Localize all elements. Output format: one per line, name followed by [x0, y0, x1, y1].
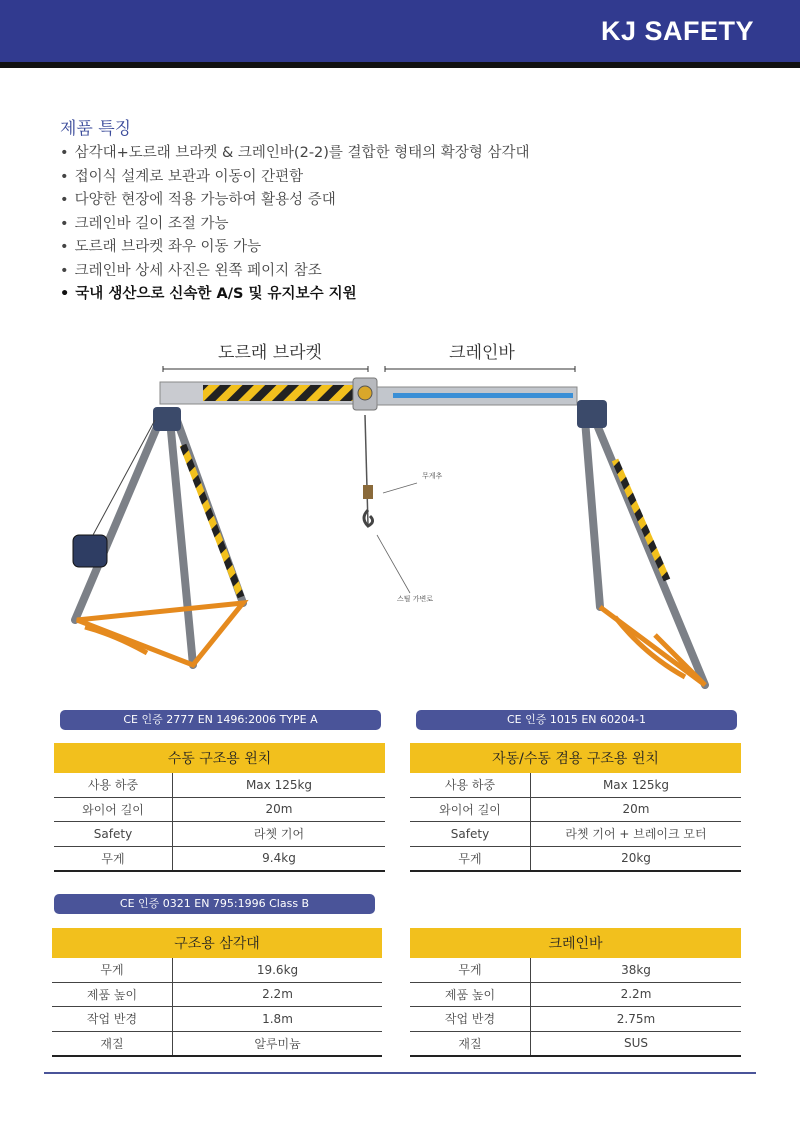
feature-item: • 삼각대+도르래 브라켓 & 크레인바(2-2)를 결합한 형태의 확장형 삼각대	[60, 145, 530, 161]
table-row: 와이어 길이 20m	[54, 797, 385, 822]
left-leg-hazard	[183, 445, 241, 597]
table-title: 구조용 삼각대	[52, 928, 382, 958]
table-row: 재질 알루미늄	[52, 1031, 382, 1056]
table-row: 재질 SUS	[410, 1031, 741, 1056]
winch-cable	[93, 420, 155, 535]
callout-cable: 스틸 가변로	[397, 595, 434, 603]
label-bracket: 도르래 브라켓	[218, 343, 322, 363]
table-row: 무게 19.6kg	[52, 958, 382, 982]
cert-badge-tripod: CE 인증 0321 EN 795:1996 Class B	[54, 894, 375, 914]
table-row: 무게 20kg	[410, 846, 741, 871]
weight-block	[363, 485, 373, 499]
feature-item: • 크레인바 길이 조절 가능	[60, 215, 229, 232]
table-row: Safety 라쳇 기어	[54, 822, 385, 847]
spec-table-tripod	[52, 928, 382, 1057]
label-cranebar: 크레인바	[449, 343, 515, 363]
features-title: 제품 특징	[60, 119, 132, 139]
table-row: 작업 반경 1.8m	[52, 1007, 382, 1032]
table-row: 제품 높이 2.2m	[52, 982, 382, 1007]
product-illustration	[55, 335, 755, 705]
pulley-icon	[358, 386, 372, 400]
table-row: Safety 라쳇 기어 + 브레이크 모터	[410, 822, 741, 847]
table-title: 수동 구조용 윈치	[54, 743, 385, 773]
table-title: 자동/수동 겸용 구조용 윈치	[410, 743, 741, 773]
cert-badge-manual-winch: CE 인증 2777 EN 1496:2006 TYPE A	[60, 710, 381, 730]
table-row: 사용 하중 Max 125kg	[54, 773, 385, 797]
feature-item: • 다양한 현장에 적용 가능하여 활용성 증대	[60, 192, 336, 208]
blue-stripe-beam	[393, 393, 573, 398]
callout-weight: 무게추	[422, 472, 443, 480]
features-list	[60, 142, 529, 307]
left-safety-strap	[77, 603, 243, 665]
feature-item-highlight: • 국내 생산으로 신속한 A/S 및 유지보수 지원	[60, 286, 357, 302]
dimension-line-bracket	[163, 366, 368, 372]
feature-item: • 접이식 설계로 보관과 이동이 간편함	[60, 168, 304, 185]
feature-item: • 도르래 브라켓 좌우 이동 가능	[60, 239, 262, 255]
table-row: 작업 반경 2.75m	[410, 1007, 741, 1032]
table-row: 제품 높이 2.2m	[410, 982, 741, 1007]
winch-icon	[73, 535, 107, 567]
hazard-stripe-beam	[203, 385, 353, 401]
table-title: 크레인바	[410, 928, 741, 958]
right-head	[577, 400, 607, 428]
spec-table-manual-winch	[54, 743, 385, 872]
right-leg-hazard	[615, 460, 667, 580]
header-divider	[0, 62, 800, 68]
spec-table-cranebar	[410, 928, 741, 1057]
steel-cable	[365, 415, 368, 525]
spec-table-auto-winch	[410, 743, 741, 872]
feature-item: • 크레인바 상세 사진은 왼쪽 페이지 참조	[60, 262, 322, 279]
table-row: 무게 38kg	[410, 958, 741, 982]
table-row: 무게 9.4kg	[54, 846, 385, 871]
table-row: 사용 하중 Max 125kg	[410, 773, 741, 797]
brand-logo: KJ SAFETY	[600, 16, 754, 46]
footer-divider	[44, 1072, 756, 1074]
left-head	[153, 407, 181, 431]
dimension-line-cranebar	[385, 366, 575, 372]
right-tripod	[585, 420, 705, 685]
table-row: 와이어 길이 20m	[410, 797, 741, 822]
cert-badge-auto-winch: CE 인증 1015 EN 60204-1	[416, 710, 737, 730]
header-bar	[0, 0, 800, 62]
